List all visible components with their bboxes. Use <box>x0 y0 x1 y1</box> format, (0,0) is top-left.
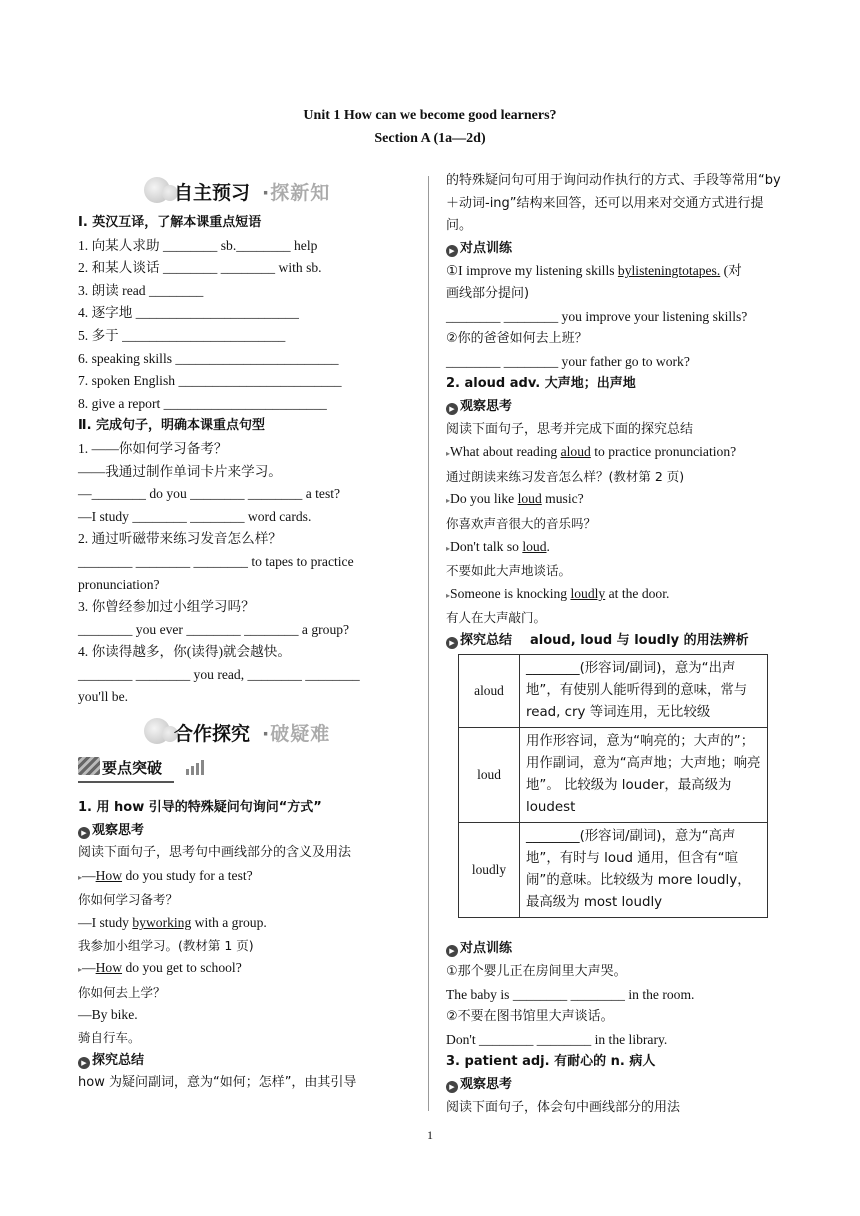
phrase-item: 8. give a report ________________________ <box>78 395 327 411</box>
underlined-word: loudly <box>570 585 606 601</box>
banner-preview-main: 自主预习 <box>174 182 251 204</box>
underlined-word: loud <box>522 538 547 554</box>
sentence-part: ________ ________ your father go to work? <box>446 353 690 369</box>
section-2-title: Ⅱ. 完成句子，明确本课重点句型 <box>78 418 266 434</box>
table-value: ________(形容词/副词)，意为“出声地”，有使别人能听得到的意味，常与 read, cry 等词连用，无比较级 <box>520 655 768 728</box>
banner-preview-accent: 探新知 <box>270 182 331 204</box>
banner-explore-accent-wrap <box>262 719 330 746</box>
example-sentence <box>78 912 416 935</box>
banner-explore-accent: 破疑难 <box>270 723 331 746</box>
play-icon: ▶ <box>446 945 458 957</box>
underlined-word: bylisteningtotapes. <box>617 263 721 279</box>
practice-label <box>446 238 786 261</box>
sentence-part: Someone is knocking <box>450 585 571 601</box>
point-3-intro: 阅读下面句子，体会句中画线部分的用法 <box>446 1099 681 1115</box>
right-column <box>446 170 786 1119</box>
play-icon: ▶ <box>78 827 90 839</box>
sentence-part: Don't talk so <box>450 538 523 554</box>
example-translation: 不要如此大声地谈话。 <box>446 563 572 579</box>
banner-dot: · <box>262 723 271 746</box>
bullet-arrow-icon: ▸ <box>446 449 451 459</box>
sentence-part: music? <box>541 491 584 507</box>
point-1-title: 1. 用 how 引导的特殊疑问句询问“方式” <box>78 800 322 816</box>
sentence-item: 4. 你读得越多，你(读得)就会越快。 <box>78 644 291 660</box>
banner-dot: · <box>262 182 271 204</box>
sentence-part: ________ ________ you improve your listening skills? <box>446 308 748 324</box>
sentence-part: do you study for a test? <box>122 867 253 883</box>
play-icon: ▶ <box>78 1057 90 1069</box>
practice-line <box>446 328 786 351</box>
bullet-arrow-icon: ▸ <box>446 590 451 600</box>
table-value: ________(形容词/副词)，意为“高声地”，有时与 loud 通用，但含有“喧闹”的意味。比较级为 more loudly，最高级为 most loudly <box>520 823 768 918</box>
sentence-part: ①I improve my listening skills <box>446 263 618 279</box>
example-sentence <box>446 488 786 513</box>
sentence-item: ________ ________ ________ to tapes to practice <box>78 553 354 569</box>
sentence-part: — <box>82 867 96 883</box>
table-key: loudly <box>459 823 520 918</box>
phrase-item: 7. spoken English ________________________ <box>78 373 342 389</box>
banner-explore <box>78 711 416 753</box>
practice-line <box>446 351 786 374</box>
ribbon-icon <box>78 757 100 775</box>
point-2-title: 2. aloud adv. 大声地；出声地 <box>446 376 636 392</box>
sentence-part: —I study <box>78 915 133 931</box>
example-translation: 骑自行车。 <box>78 1030 141 1045</box>
sentence-item: 3. 你曾经参加过小组学习吗？ <box>78 599 255 615</box>
summary-label <box>78 1050 416 1073</box>
sentence-item: 2. 通过听磁带来练习发音怎么样？ <box>78 531 282 547</box>
phrase-item: 6. speaking skills ________________________ <box>78 350 339 366</box>
point-2-practice <box>446 961 786 1051</box>
example-translation: 我参加小组学习。(教材第 1 页) <box>78 937 254 953</box>
sentence-item: pronunciation? <box>78 576 160 592</box>
example-sentence <box>446 441 786 466</box>
underlined-word: How <box>95 960 123 976</box>
bullet-arrow-icon: ▸ <box>446 496 451 506</box>
observe-text: 观察思考 <box>460 398 513 414</box>
practice-line: Don't ________ ________ in the library. <box>446 1031 668 1047</box>
example-sentence <box>78 865 416 890</box>
example-sentence <box>78 1004 416 1027</box>
sentence-part: What about reading <box>450 444 561 460</box>
sentence-item: —I study ________ ________ word cards. <box>78 508 312 524</box>
play-icon: ▶ <box>446 1081 458 1093</box>
summary-label <box>446 630 786 653</box>
sentence-item: ——我通过制作单词卡片来学习。 <box>78 463 282 479</box>
sentence-part: to practice pronunciation? <box>590 444 737 460</box>
example-translation: 通过朗读来练习发音怎么样？(教材第 2 页) <box>446 468 685 484</box>
practice-line: ②不要在图书馆里大声谈话。 <box>446 1009 614 1025</box>
play-icon: ▶ <box>446 245 458 257</box>
comparison-table <box>458 654 768 918</box>
practice-line: The baby is ________ ________ in the room. <box>446 986 695 1002</box>
point-1-summary: how 为疑问副词，意为“如何；怎样”，由其引导 <box>78 1075 357 1091</box>
practice-text: 对点训练 <box>460 240 513 256</box>
observe-text: 观察思考 <box>92 822 145 838</box>
sentence-part: at the door. <box>605 585 670 601</box>
sentence-item: 1. ——你如何学习备考？ <box>78 440 228 456</box>
table-row <box>459 823 768 918</box>
banner-explore-main: 合作探究 <box>174 723 251 746</box>
sentence-item: you'll be. <box>78 689 129 705</box>
sentence-part: —By bike. <box>78 1007 138 1023</box>
sentence-part: ②你的爸爸如何去上班？ <box>446 331 588 347</box>
summary-text: 探究总结 <box>460 632 513 648</box>
sentence-part: with a group. <box>191 915 267 931</box>
play-icon: ▶ <box>446 403 458 415</box>
phrase-item: 3. 朗读 read ________ <box>78 282 204 298</box>
sentence-item: ________ ________ you read, ________ ________ <box>78 666 360 682</box>
point-1-intro: 阅读下面句子，思考句中画线部分的含义及用法 <box>78 845 352 861</box>
keypoint-label: 要点突破 <box>102 759 163 778</box>
example-sentence <box>446 583 786 608</box>
sentence-list <box>78 438 416 709</box>
practice-text: 对点训练 <box>460 941 513 957</box>
unit-title: Unit 1 How can we become good learners? <box>303 108 557 123</box>
sentence-item: —________ do you ________ ________ a test? <box>78 486 341 502</box>
example-sentence <box>446 536 786 561</box>
point-2-examples <box>446 441 786 630</box>
point-2-intro: 阅读下面句子，思考并完成下面的探究总结 <box>446 421 694 437</box>
sentence-item: ________ you ever ________ ________ a group? <box>78 621 350 637</box>
table-value: 用作形容词，意为“响亮的；大声的”；用作副词，意为“高声地；大声地；响亮地”。 比较级为 louder，最高级为 loudest <box>520 728 768 823</box>
sentence-part: 画线部分提问) <box>446 285 530 301</box>
practice-label <box>446 938 786 961</box>
keypoint-header <box>78 755 416 785</box>
example-translation: 你喜欢声音很大的音乐吗？ <box>446 515 597 531</box>
section-title: Section A (1a—2d) <box>374 131 486 146</box>
bar-chart-icon <box>186 759 206 775</box>
example-translation: 你如何去上学？ <box>78 984 166 1000</box>
column-divider <box>428 176 429 1111</box>
underlined-word: aloud <box>560 444 591 460</box>
point-3-title: 3. patient adj. 有耐心的 n. 病人 <box>446 1054 656 1070</box>
table-row <box>459 655 768 728</box>
page-number: 1 <box>427 1128 433 1142</box>
point-1-summary-continued: 的特殊疑问句可用于询问动作执行的方式、手段等常用“by＋动词-ing”结构来回答，还可以用来对交通方式进行提问。 <box>446 173 781 234</box>
point-1-practice <box>446 260 786 373</box>
phrase-list <box>78 235 416 416</box>
section-1-title: Ⅰ. 英汉互译，了解本课重点短语 <box>78 215 262 230</box>
keypoint-underline <box>78 781 174 783</box>
example-translation: 有人在大声敲门。 <box>446 610 547 626</box>
phrase-item: 4. 逐字地 ________________________ <box>78 305 299 321</box>
sentence-part: — <box>82 960 96 976</box>
banner-preview-accent-wrap <box>262 178 330 205</box>
sentence-part: do you get to school? <box>122 960 242 976</box>
observe-text: 观察思考 <box>460 1077 513 1093</box>
phrase-item: 5. 多于 ________________________ <box>78 327 286 343</box>
underlined-word: byworking <box>132 915 192 931</box>
practice-line: ①那个婴儿正在房间里大声哭。 <box>446 964 627 980</box>
sentence-part: Do you like <box>450 491 518 507</box>
example-sentence <box>78 957 416 982</box>
table-row <box>459 728 768 823</box>
bullet-arrow-icon: ▸ <box>78 872 83 882</box>
summary-text: 探究总结 <box>92 1052 145 1068</box>
phrase-item: 2. 和某人谈话 ________ ________ with sb. <box>78 260 322 276</box>
practice-line <box>446 283 786 306</box>
sentence-part: (对 <box>720 263 742 279</box>
point-1-examples <box>78 865 416 1050</box>
example-translation: 你如何学习备考？ <box>78 892 179 908</box>
table-key: loud <box>459 728 520 823</box>
banner-preview <box>78 170 416 212</box>
play-icon: ▶ <box>446 637 458 649</box>
phrase-item: 1. 向某人求助 ________ sb.________ help <box>78 237 318 253</box>
bullet-arrow-icon: ▸ <box>446 543 451 553</box>
left-column <box>78 170 416 1095</box>
sentence-part: . <box>546 538 550 554</box>
summary-title: aloud, loud 与 loudly 的用法辨析 <box>530 632 749 648</box>
table-key: aloud <box>459 655 520 728</box>
practice-line <box>446 306 786 329</box>
observe-label <box>446 396 786 419</box>
underlined-word: How <box>95 867 123 883</box>
underlined-word: loud <box>517 491 542 507</box>
observe-label <box>446 1074 786 1097</box>
observe-label <box>78 820 416 843</box>
bullet-arrow-icon: ▸ <box>78 965 83 975</box>
practice-line <box>446 260 786 283</box>
